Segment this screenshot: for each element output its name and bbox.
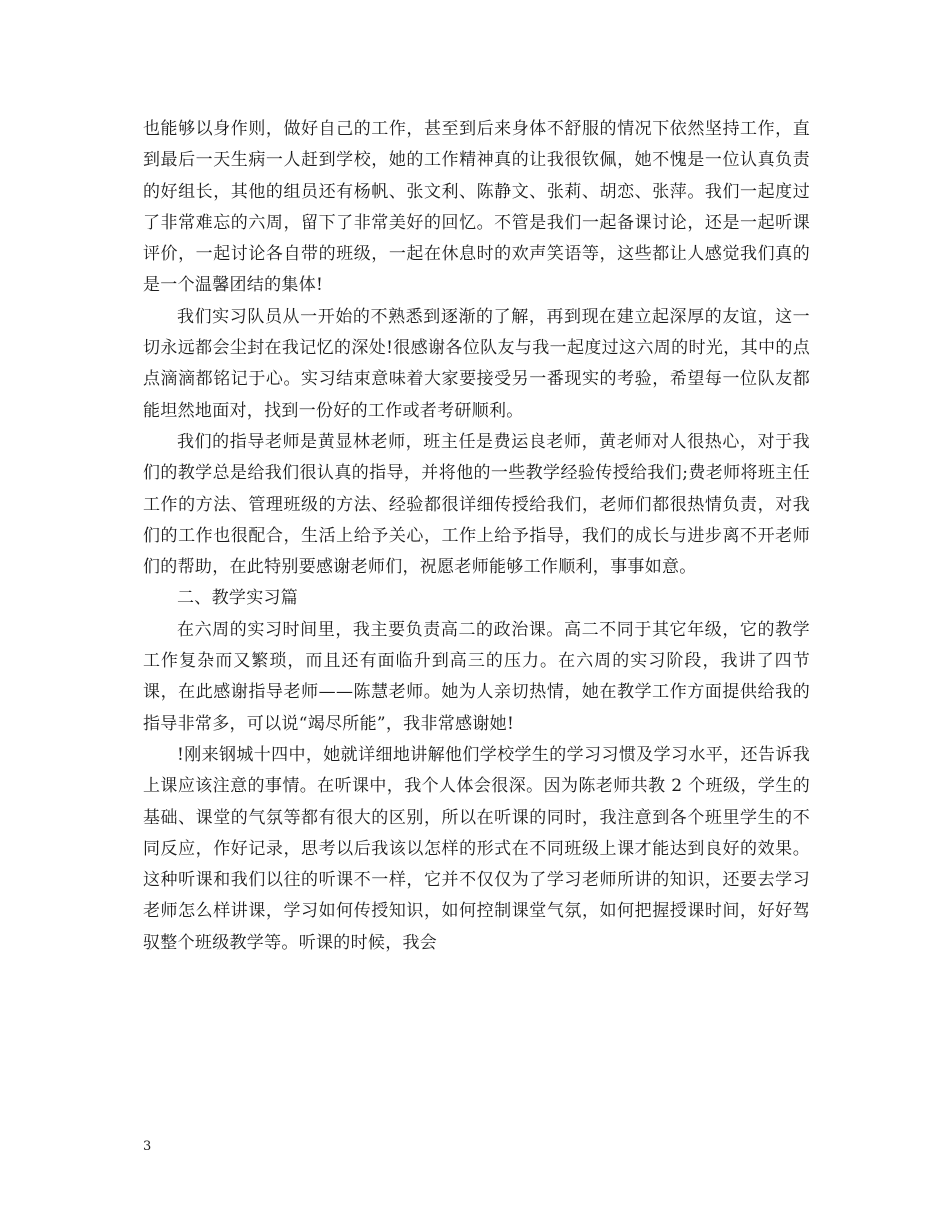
paragraph-2: 我们实习队员从一开始的不熟悉到逐渐的了解，再到现在建立起深厚的友谊，这一切永远都会尘封在我记忆的深处!很感谢各位队友与我一起度过这六周的时光，其中的点点滴滴都铭记于心。实习结束意味着大家要接受另一番现实的考验，希望每一位队友都能坦然地面对，找到一份好的工作或者考研顺利。 [143, 306, 810, 421]
paragraph-4: 在六周的实习时间里，我主要负责高二的政治课。高二不同于其它年级，它的教学工作复杂而又繁琐，而且还有面临升到高三的压力。在六周的实习阶段，我讲了四节课，在此感谢指导老师——陈慧老师。她为人亲切热情，她在教学工作方面提供给我的指导非常多，可以说“竭尽所能”，我非常感谢她! [143, 619, 810, 734]
document-body [143, 114, 810, 959]
paragraph-3: 我们的指导老师是黄显林老师，班主任是费运良老师，黄老师对人很热心，对于我们的教学总是给我们很认真的指导，并将他的一些教学经验传授给我们;费老师将班主任工作的方法、管理班级的方法、经验都很详细传授给我们，老师们都很热情负责，对我们的工作也很配合，生活上给予关心，工作上给予指导，我们的成长与进步离不开老师们的帮助，在此特别要感谢老师们，祝愿老师能够工作顺利，事事如意。 [143, 431, 810, 578]
section-heading: 二、教学实习篇 [177, 588, 299, 609]
paragraph-5: !刚来钢城十四中，她就详细地讲解他们学校学生的学习习惯及学习水平，还告诉我上课应该注意的事情。在听课中，我个人体会很深。因为陈老师共教 2 个班级，学生的基础、课堂的气氛等都有很大的区别，所以在听课的同时，我注意到各个班里学生的不同反应，作好记录，思考以后我该以怎样的形式在不同班级上课才能达到良好的效果。这种听课和我们以往的听课不一样，它并不仅仅为了学习老师所讲的知识，还要去学习老师怎么样讲课，学习如何传授知识，如何控制课堂气氛，如何把握授课时间，好好驾驭整个班级教学等。听课的时候，我会 [143, 744, 810, 953]
paragraph-1: 也能够以身作则，做好自己的工作，甚至到后来身体不舒服的情况下依然坚持工作，直到最后一天生病一人赶到学校，她的工作精神真的让我很钦佩，她不愧是一位认真负责的好组长，其他的组员还有杨帆、张文利、陈静文、张莉、胡恋、张萍。我们一起度过了非常难忘的六周，留下了非常美好的回忆。不管是我们一起备课讨论，还是一起听课评价，一起讨论各自带的班级，一起在休息时的欢声笑语等，这些都让人感觉我们真的是一个温馨团结的集体! [143, 119, 810, 296]
page-number: 3 [143, 1139, 152, 1154]
